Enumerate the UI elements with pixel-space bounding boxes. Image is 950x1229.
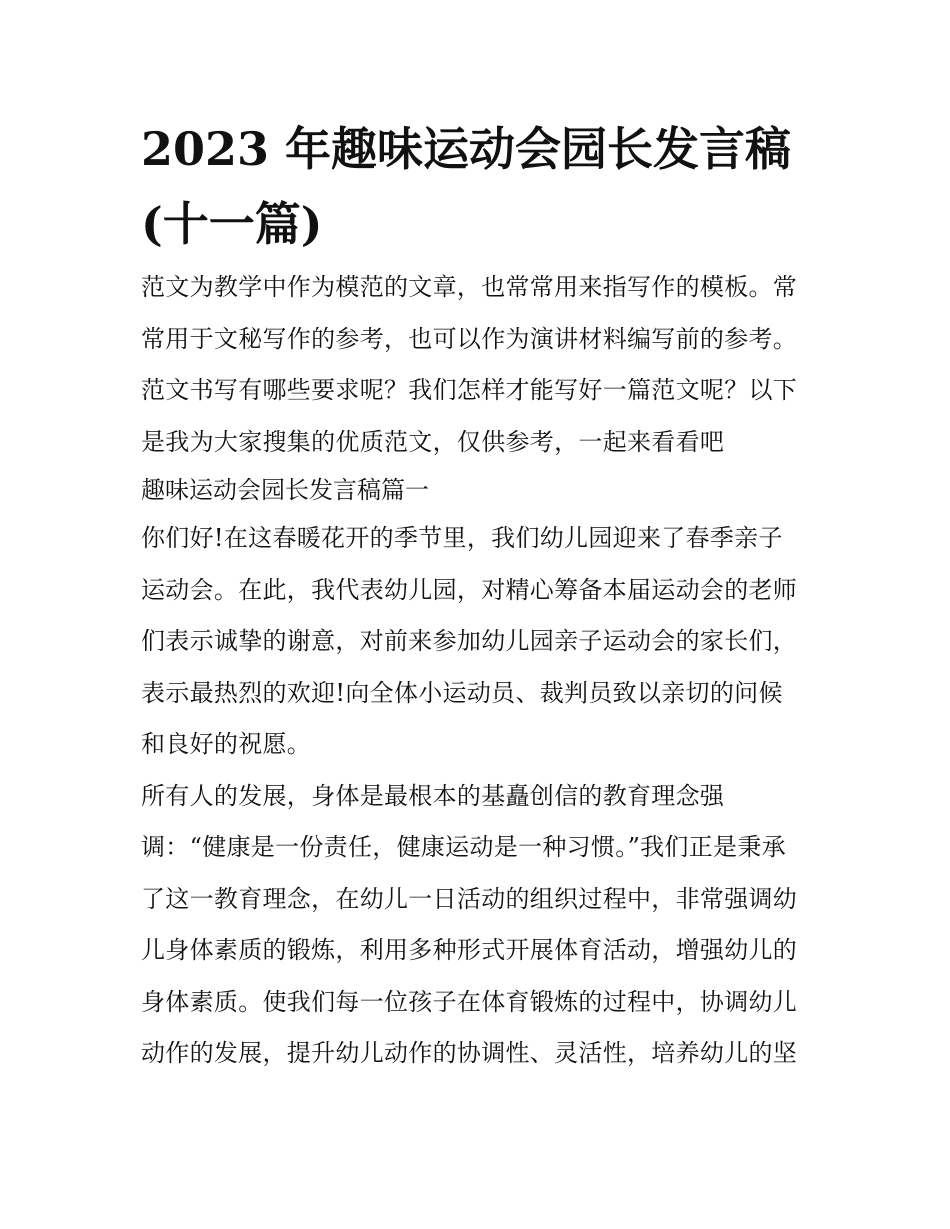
paragraph-line: 身体素质。使我们每一位孩子在体育锻炼的过程中，协调幼儿 [141,987,798,1016]
section-heading: 趣味运动会园长发言稿篇一 [141,476,429,504]
document-title [141,112,813,262]
paragraph-1 [141,513,813,771]
paragraph-line: 了这一教育理念，在幼儿一日活动的组织过程中，非常强调幼 [141,884,798,913]
intro-line: 是我为大家搜集的优质范文，仅供参考，一起来看看吧 [141,427,725,456]
document-content [141,112,813,1080]
paragraph-line: 们表示诚挚的谢意，对前来参加幼儿园亲子运动会的家长们， [141,627,798,655]
paragraph-line: 动作的发展，提升幼儿动作的协调性、灵活性，培养幼儿的坚 [141,1039,798,1067]
paragraph-line: 儿身体素质的锻炼，利用多种形式开展体育活动，增强幼儿的 [141,936,798,964]
paragraph-2 [141,771,813,1080]
title-line: 2023 年趣味运动会园长发言稿 [141,122,792,176]
intro-line: 范文为教学中作为模范的文章，也常常用来指写作的模板。常 [141,273,798,301]
paragraph-line: 表示最热烈的欢迎!向全体小运动员、裁判员致以亲切的问候 [141,678,783,707]
intro-line: 范文书写有哪些要求呢？我们怎样才能写好一篇范文呢？以下 [141,376,798,404]
paragraph-line: 运动会。在此，我代表幼儿园，对精心筹备本届运动会的老师 [141,575,798,604]
paragraph-line: 所有人的发展，身体是最根本的基矗创信的教育理念强 [141,781,725,810]
title-line: (十一篇) [141,197,323,251]
paragraph-line: 调：“健康是一份责任，健康运动是一种习惯。”我们正是秉承 [141,833,786,861]
paragraph-line: 和良好的祝愿。 [141,730,312,758]
paragraph-line: 你们好!在这春暖花开的季节里，我们幼儿园迎来了春季亲子 [141,524,783,552]
intro-line: 常用于文秘写作的参考，也可以作为演讲材料编写前的参考。 [141,324,798,353]
intro-paragraph [141,262,813,468]
